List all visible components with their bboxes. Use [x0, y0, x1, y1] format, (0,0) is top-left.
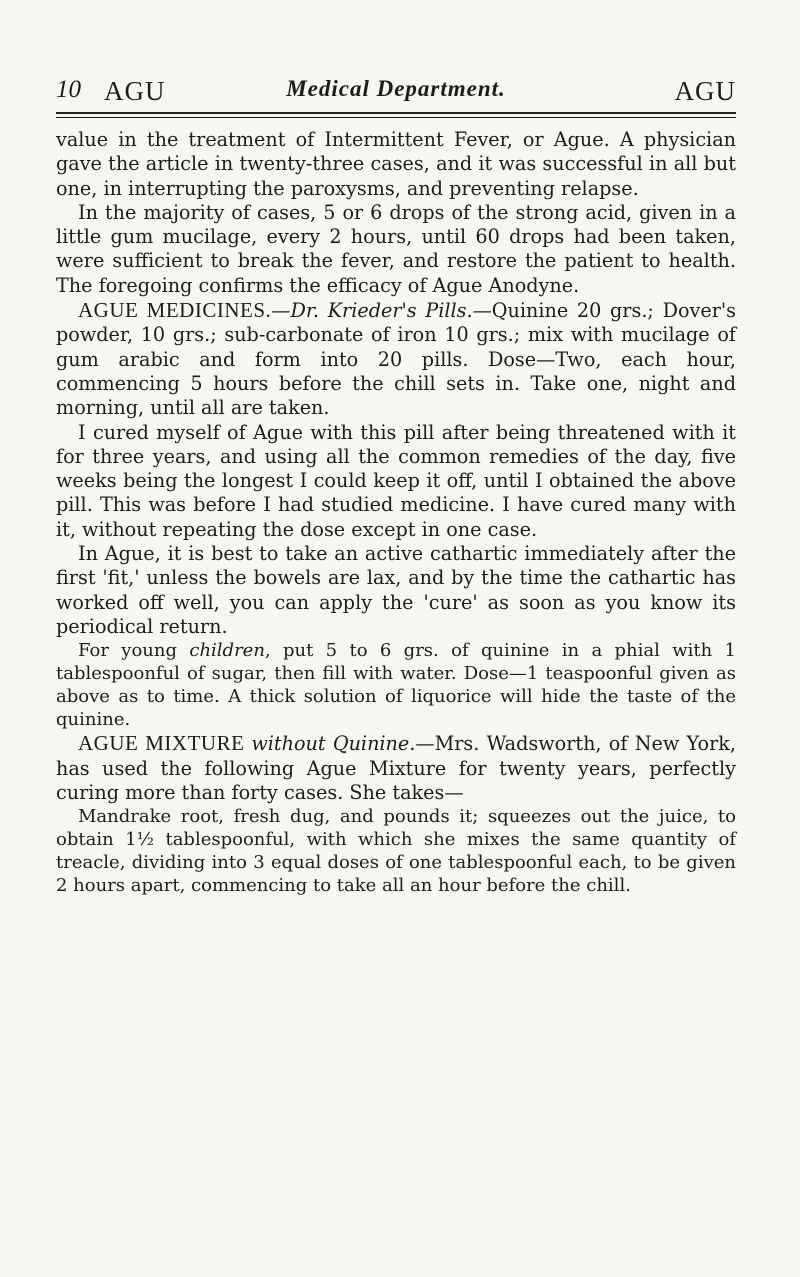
ague-medicines-text: —Quinine 20 grs.; Dover's powder, 10 grs.; sub-carbonate of iron 10 grs.; mix with mucilage of gum arabic and form into 20 pills. Dose—Two, each hour, commencing 5 hours before the chill sets in. Take one, night and morning, until all are taken.	[56, 299, 737, 420]
paragraph-2: In the majority of cases, 5 or 6 drops of the strong acid, given in a little gum mucilage, every 2 hours, until 60 drops had been taken, were sufficient to break the fever, and restore the patient to health. The foregoing confirms the efficacy of Ague Anodyne.	[56, 200, 736, 297]
center-heading: Medical Department.	[286, 76, 506, 101]
children-lead: For young	[78, 640, 190, 662]
paragraph-mandrake: Mandrake root, fresh dug, and pounds it; squeezes out the juice, to obtain 1½ tablespoonful, with which she mixes the same quantity of treacle, dividing into 3 equal doses of one tablespoonful each, to be given 2 hours apart, commencing to take all an hour before the chill.	[56, 806, 736, 897]
section-heading-ague-mixture: AGUE MIXTURE	[78, 731, 252, 756]
paragraph-ague-mixture	[56, 731, 736, 805]
left-heading: AGU	[104, 76, 166, 106]
section-heading-ague-medicines: AGUE MEDICINES.	[78, 298, 272, 323]
children-word: children	[189, 640, 265, 662]
subheading-krieders-pills: —Dr. Krieder's Pills.	[271, 299, 473, 323]
right-heading: AGU	[674, 76, 736, 106]
page-number: 10	[56, 76, 81, 103]
header-rule-top	[56, 112, 736, 114]
paragraph-4: I cured myself of Ague with this pill after being threatened with it for three years, and using all the common remedies of the day, five weeks being the longest I could keep it off, until I obtained the above pill. This was before I had studied medicine. I have cured many with it, without repeating the dose except in one case.	[56, 420, 736, 541]
running-header	[56, 66, 736, 112]
paragraph-children	[56, 639, 736, 731]
paragraph-5: In Ague, it is best to take an active cathartic immediately after the first 'fit,' unless the bowels are lax, and by the time the cathartic has worked off well, you can apply the 'cure' as soon as you know its periodical return.	[56, 542, 736, 638]
ague-mixture-text: —Mrs. Wadsworth, of New York, has used the following Ague Mixture for twenty years, perfectly curing more than forty cases. She takes—	[56, 732, 736, 804]
paragraph-1: value in the treatment of Intermittent Fever, or Ague. A physician gave the article in twenty-three cases, and it was successful in all but one, in interrupting the paroxysms, and preventing relapse.	[56, 128, 736, 200]
body-text	[56, 128, 736, 897]
children-text: , put 5 to 6 grs. of quinine in a phial with 1 tablespoonful of sugar, then fill with water. Dose—1 teaspoonful given as above as to time. A thick solution of liquorice will hide the taste of the quinine.	[56, 640, 737, 731]
paragraph-ague-medicines	[56, 298, 736, 420]
subheading-without-quinine: without Quinine.	[251, 732, 416, 756]
header-rule-bottom	[56, 117, 736, 118]
